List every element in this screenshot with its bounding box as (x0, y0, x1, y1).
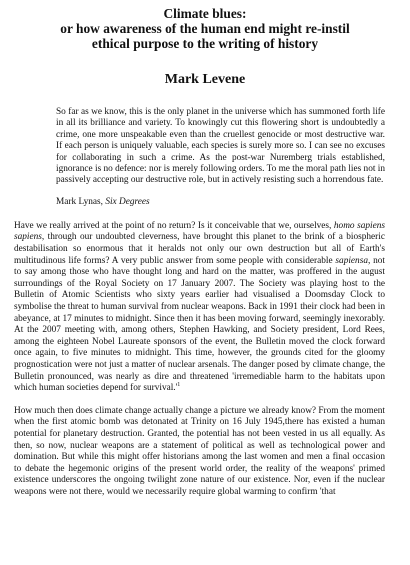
attribution-author: Mark Lynas, (56, 196, 103, 207)
author-name: Mark Levene (164, 72, 246, 87)
body-paragraph-1 (14, 221, 385, 395)
article-title (0, 0, 410, 51)
attribution-work: Six Degrees (105, 196, 150, 207)
paragraph-1-italic-b: sapiensa (335, 255, 368, 266)
epigraph-quote: So far as we know, this is the only planet in the universe which has summoned forth life in all its brilliance and variety. To knowingly cut this flowering short is undoubtedly a crime, one more unspeakable even than the cruellest genocide or most destructive war. If each person is uniquely valuable, each species is surely more so. I can see no excuses for collaborating in such a crime. As the post-war Nuremberg trials established, ignorance is no defence: nor is merely following orders. To me the moral path lies not in passively accepting our destructive role, but in actively resisting such a horrendous fate. (56, 107, 385, 186)
paragraph-1-text-b: , through our undoubted cleverness, have brought this planet to the brink of a biospheric destabilisation so enormous that it heralds not only our own destruction but all of Earth's multitudinous life forms? A very public answer from some people with considerable (14, 232, 385, 266)
paragraph-1-text-a: Have we really arrived at the point of no return? Is it conceivable that we, ourselves, (14, 220, 334, 231)
epigraph-attribution (56, 197, 410, 208)
footnote-marker[interactable]: 1 (177, 382, 181, 389)
paragraph-1-text-c: , not to say among those who have thought long and hard on the matter, was proffered in the august surroundings of the Royal Society on 17 January 2007. The Society was playing host to the Bulletin of Atomic Scientists who sixty years earlier had visualised a Doomsday Clock to symbolise the threat to human survival from nuclear weapons. Back in 1991 their clock had been in abeyance, at 17 minutes to midnight. Since then it has been moving forward, seemingly inexorably. At the 2007 meeting with, among others, Stephen Hawking, and Society president, Lord Rees, among the eighteen Nobel Laureate sponsors of the event, the Bulletin moved the clock forward once again, to five minutes to midnight. This time, however, the grounds cited for the gloomy prognostication were not just a matter of nuclear arsenals. The danger posed by climate change, the Bulletin pronounced, was nearly as dire and threatened 'irremediable harm to the habitats upon which human societies depend for survival.' (14, 255, 385, 394)
body-paragraph-2: How much then does climate change actually change a picture we already know? From the moment when the first atomic bomb was detonated at Trinity on 16 July 1945,there has existed a human potential for planetary destruction. Granted, the potential has not been vested in us all equally. As then, so now, nuclear weapons are a statement of political as well as technological power and domination. But while this might offer historians among the last women and men a final occasion to debate the hegemonic origins of the present world order, the reality of the weapons' primed existence underscores the ongoing twilight zone nature of our existence. Nor, even if the nuclear weapons were not there, would we necessarily require global warming to confirm 'that (14, 405, 385, 497)
title-line-2: or how awareness of the human end might re-instil (60, 21, 350, 36)
title-line-3: ethical purpose to the writing of history (91, 36, 319, 51)
title-line-1: Climate blues: (163, 6, 247, 21)
paragraph-1-italic-a: homo sapiens sapiens (14, 220, 385, 243)
